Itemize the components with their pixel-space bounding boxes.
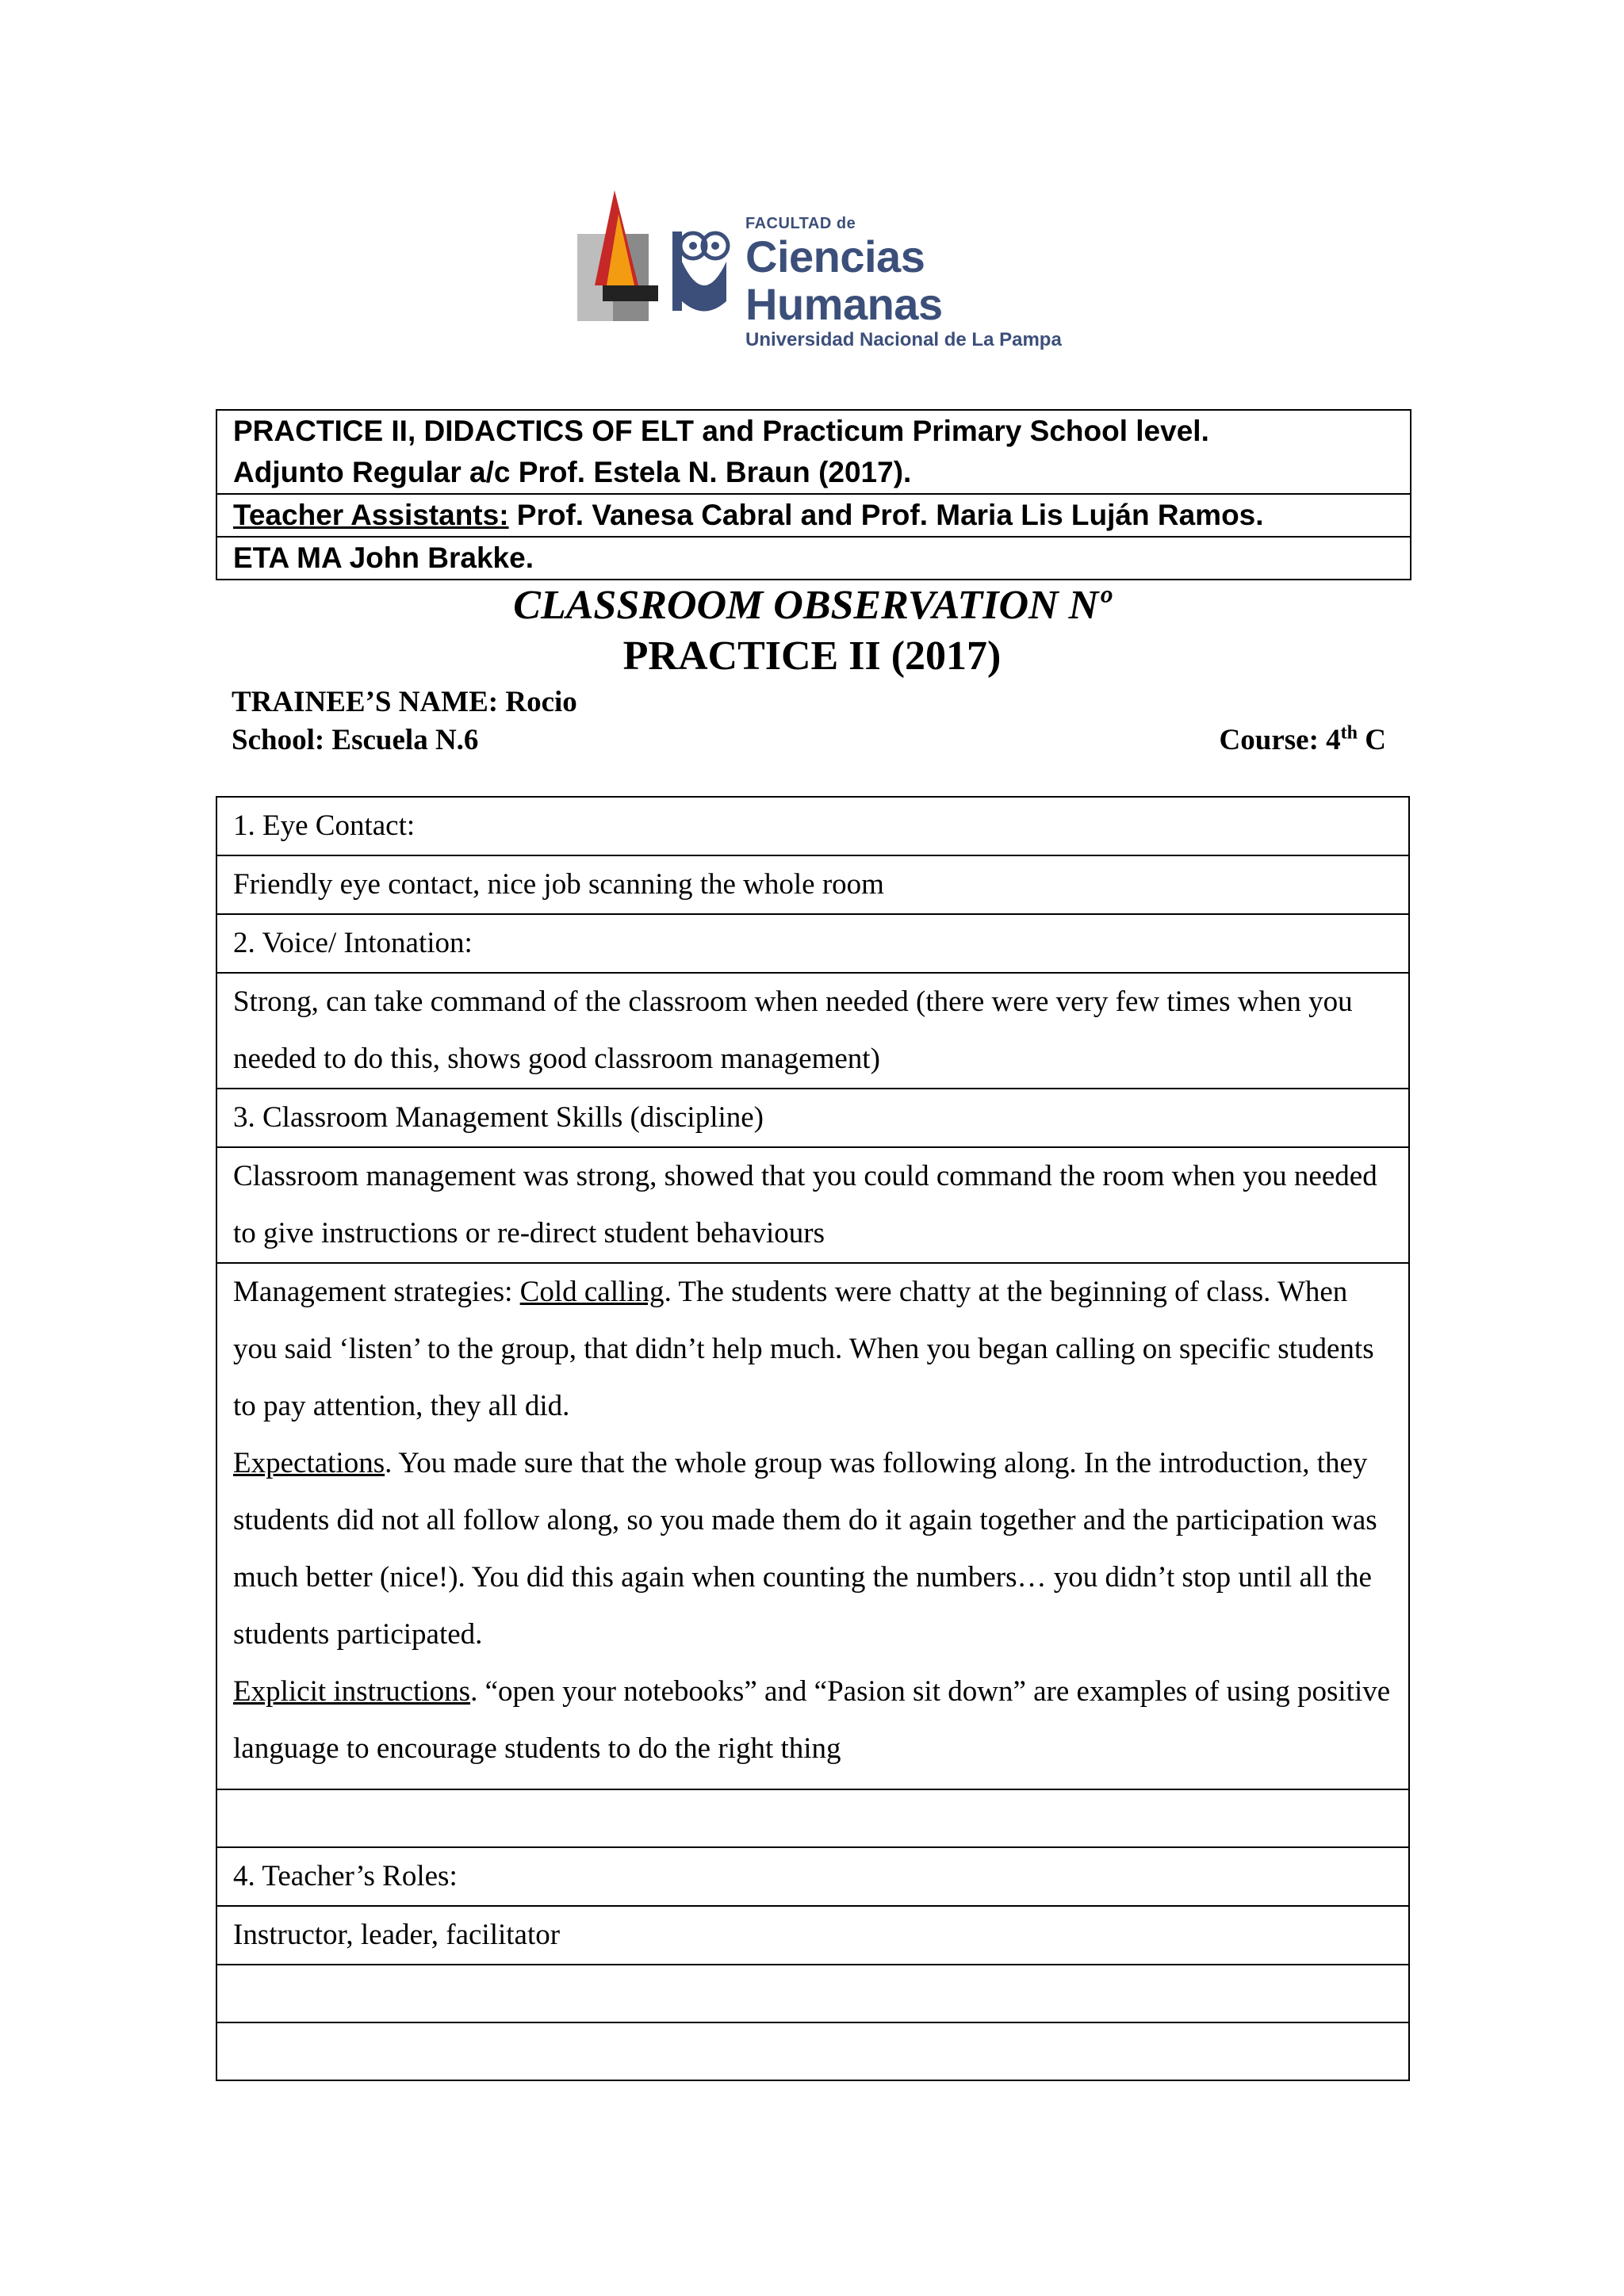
roles-heading: 4. Teacher’s Roles:: [217, 1848, 1408, 1907]
course-suffix: C: [1358, 724, 1386, 756]
strategies-prefix: Management strategies:: [233, 1276, 520, 1308]
explicit-instructions-paragraph: [233, 1663, 1392, 1789]
management-strategies: [217, 1264, 1408, 1790]
logo-faculty-label: FACULTAD de: [745, 215, 856, 232]
course-superscript: th: [1340, 722, 1358, 744]
course-label: [1220, 721, 1386, 760]
course-line: PRACTICE II, DIDACTICS OF ELT and Practicum Primary School level.: [233, 415, 1209, 447]
eye-contact-heading: 1. Eye Contact:: [217, 798, 1408, 856]
assistants-label: Teacher Assistants:: [233, 499, 509, 531]
voice-comment: Strong, can take command of the classroom when needed (there were very few times when you needed to do this, shows good classroom management): [217, 974, 1408, 1089]
management-heading: 3. Classroom Management Skills (discipline): [217, 1089, 1408, 1148]
cold-calling-text: . The students were chatty at the beginning of class. When you said ‘listen’ to the group, that didn’t help much. When you began calling on specific students to pay attention, they all did.: [233, 1276, 1374, 1422]
expectations-text: . You made sure that the whole group was following along. In the introduction, they students did not all follow along, so you made them do it again together and the participation was much better (nice!). You did this again when counting the numbers… you didn’t stop until all the students participated.: [233, 1447, 1377, 1651]
expectations-label: Expectations: [233, 1447, 385, 1479]
course-info-row: [217, 411, 1410, 493]
empty-row: [217, 1790, 1408, 1848]
empty-row: [217, 2023, 1408, 2081]
assistants-value: Prof. Vanesa Cabral and Prof. Maria Lis Luján Ramos.: [508, 499, 1264, 531]
school-course-line: [232, 721, 1386, 760]
eye-contact-comment: Friendly eye contact, nice job scanning the whole room: [217, 856, 1408, 915]
observation-table: [216, 796, 1410, 2081]
trainee-name: TRAINEE’S NAME: Rocio: [232, 686, 577, 718]
professor-line: Adjunto Regular a/c Prof. Estela N. Braun (2017).: [233, 456, 912, 488]
logo-wordmark: [745, 214, 1078, 352]
explicit-instructions-label: Explicit instructions: [233, 1675, 471, 1708]
explicit-instructions-text: . “open your notebooks” and “Pasion sit down” are examples of using positive language to encourage students to do the right thing: [233, 1675, 1391, 1765]
course-prefix: Course: 4: [1219, 724, 1341, 756]
eta-row: [217, 536, 1410, 579]
expectations-paragraph: [233, 1435, 1392, 1663]
cold-calling-paragraph: [233, 1264, 1392, 1435]
course-header-table: [216, 409, 1411, 580]
practice-title: PRACTICE II (2017): [622, 633, 1002, 679]
observation-title: CLASSROOM OBSERVATION Nº: [513, 583, 1111, 628]
roles-comment: Instructor, leader, facilitator: [217, 1907, 1408, 1965]
management-comment: Classroom management was strong, showed that you could command the room when you needed to give instructions or re-direct student behaviours: [217, 1148, 1408, 1264]
logo-university-label: Universidad Nacional de La Pampa: [745, 329, 1062, 350]
empty-row: [217, 1965, 1408, 2023]
eta-line: ETA MA John Brakke.: [233, 541, 534, 574]
logo-main-label: Ciencias Humanas: [745, 232, 943, 329]
faculty-logo: [571, 190, 1078, 350]
assistants-row: [217, 493, 1410, 536]
cold-calling-label: Cold calling: [519, 1276, 665, 1308]
voice-heading: 2. Voice/ Intonation:: [217, 915, 1408, 974]
school-name: School: Escuela N.6: [232, 724, 479, 756]
